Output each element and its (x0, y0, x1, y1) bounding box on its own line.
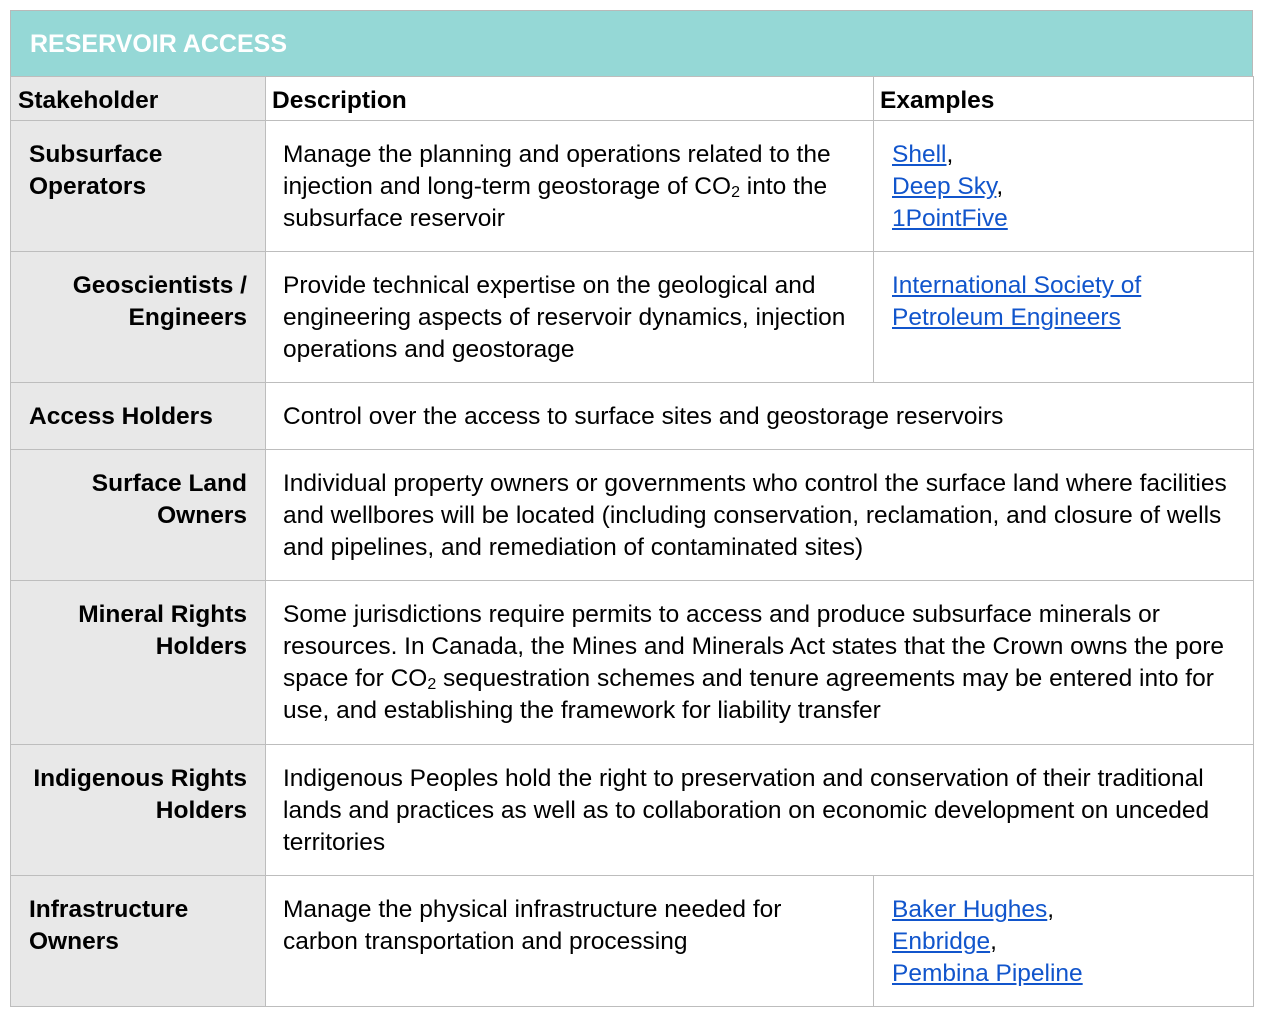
example-link-pembina-pipeline[interactable]: Pembina Pipeline (892, 960, 1083, 987)
table-row (11, 383, 1254, 450)
description-cell: Manage the physical infrastructure needed for carbon transportation and processing (266, 876, 874, 1007)
description-cell: Individual property owners or governments who control the surface land where facilities and wellbores will be located (including conservation, reclamation, and closure of wells and pipelines, and remediation of contaminated sites) (266, 450, 1254, 581)
example-link-enbridge[interactable]: Enbridge (892, 928, 991, 955)
table-title: RESERVOIR ACCESS (10, 10, 1253, 76)
table-row (11, 745, 1254, 876)
stakeholder-table (10, 76, 1254, 1007)
description-cell (266, 581, 1254, 745)
description-text: Some jurisdictions require permits to access and produce subsurface minerals or resources. In Canada, the Mines and Minerals Act states that the Crown owns the pore space for CO (283, 601, 1225, 692)
examples-cell: Baker Hughes, Enbridge, Pembina Pipeline (874, 876, 1254, 1007)
subscript-two: 2 (427, 676, 437, 693)
examples-cell (874, 252, 1254, 383)
stakeholder-cell: Surface Land Owners (11, 450, 266, 581)
table-row (11, 581, 1254, 745)
table-row (11, 252, 1254, 383)
description-cell: Indigenous Peoples hold the right to preservation and conservation of their traditional lands and practices as well as to collaboration on economic development on unceded territories (266, 745, 1254, 876)
header-description: Description (266, 77, 874, 121)
example-link-deep-sky[interactable]: Deep Sky (892, 173, 997, 200)
description-cell (266, 121, 874, 252)
table-row (11, 121, 1254, 252)
subscript-two: 2 (731, 184, 740, 201)
stakeholder-cell: Mineral Rights Holders (11, 581, 266, 745)
table-row (11, 876, 1254, 1007)
description-text: Manage the planning and operations related to the injection and long-term geostorage of CO (283, 141, 831, 200)
example-link-spe[interactable]: International Society of Petroleum Engineers (892, 272, 1142, 331)
example-link-shell[interactable]: Shell (892, 141, 947, 168)
description-text: sequestration schemes and tenure agreements may be entered into for use, and establishing the framework for liability transfer (283, 665, 1214, 724)
header-stakeholder: Stakeholder (11, 77, 266, 121)
examples-cell: Shell, Deep Sky, 1PointFive (874, 121, 1254, 252)
description-cell: Provide technical expertise on the geological and engineering aspects of reservoir dynamics, injection operations and geostorage (266, 252, 874, 383)
description-cell: Control over the access to surface sites and geostorage reservoirs (266, 383, 1254, 450)
stakeholder-cell: Indigenous Rights Holders (11, 745, 266, 876)
example-link-baker-hughes[interactable]: Baker Hughes (892, 896, 1048, 923)
header-examples: Examples (874, 77, 1254, 121)
header-row (11, 77, 1254, 121)
example-link-1pointfive[interactable]: 1PointFive (892, 205, 1008, 232)
stakeholder-cell: Geoscientists / Engineers (11, 252, 266, 383)
description-text: into the subsurface reservoir (283, 173, 828, 232)
table-row (11, 450, 1254, 581)
stakeholder-cell: Access Holders (11, 383, 266, 450)
stakeholder-cell: Subsurface Operators (11, 121, 266, 252)
stakeholder-cell: Infrastructure Owners (11, 876, 266, 1007)
reservoir-access-panel (10, 10, 1253, 1007)
